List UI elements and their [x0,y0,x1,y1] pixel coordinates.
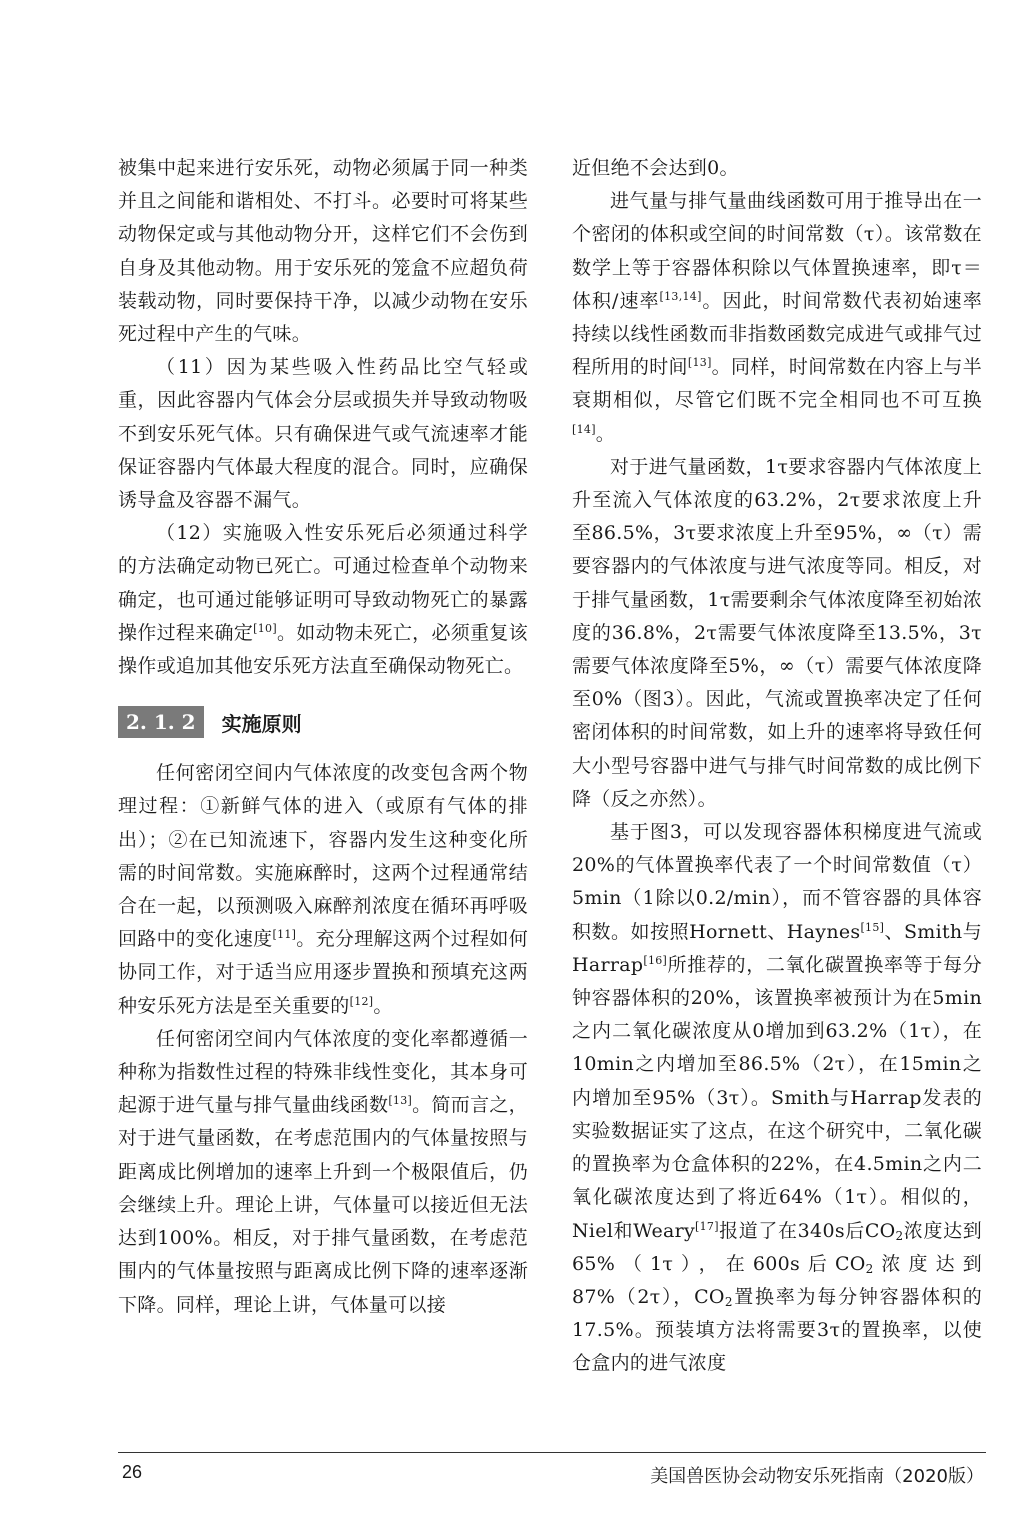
subscript: 2 [724,1294,733,1309]
citation: [16] [643,953,668,967]
left-column [118,152,528,1322]
section-heading [118,705,528,739]
citation: [10] [253,621,277,635]
paragraph: 任何密闭空间内气体浓度的变化率都遵循一种称为指数性过程的特殊非线性变化，其本身可起源于进气量与排气量曲线函数[13]。简而言之，对于进气量函数，在考虑范围内的气体量按照与距离成比例增加的速率上升到一个极限值后，仍会继续上升。理论上讲，气体量可以接近但无法达到100%。相反，对于排气量函数，在考虑范围内的气体量按照与距离成比例下降的速率逐渐下降。同样，理论上讲，气体量可以接 [118,1027,528,1316]
citation: [13] [388,1094,413,1108]
citation: [13,14] [659,289,702,303]
citation: [14] [572,422,596,436]
paragraph: 近但绝不会达到0。 [572,157,739,179]
citation: [13] [687,356,712,370]
citation: [17] [695,1219,719,1233]
section-title: 实施原则 [221,711,302,736]
citation: [12] [349,994,374,1008]
section-number: 2. 1. 2 [118,706,204,738]
subscript: 2 [895,1228,904,1243]
right-column [572,152,982,1381]
paragraph: 进气量与排气量曲线函数可用于推导出在一个密闭的体积或空间的时间常数（τ）。该常数在数学上等于容器体积除以气体置换速率，即τ＝体积/速率[13,14]。因此，时间常数代表初始速率持续以线性函数而非指数函数完成进气或排气过程所用的时间[13]。同样，时间常数在内容上与半衰期相似，尽管它们既不完全相同也不可互换[14]。 [572,190,983,445]
citation: [11] [272,928,297,942]
page-number: 26 [122,1462,143,1482]
paragraph: （11）因为某些吸入性药品比空气轻或重，因此容器内气体会分层或损失并导致动物吸不到安乐死气体。只有确保进气或气流速率才能保证容器内气体最大程度的混合。同时，应确保诱导盒及容器不漏气。 [118,356,528,512]
footer-divider [118,1452,986,1453]
paragraph: （12）实施吸入性安乐死后必须通过科学的方法确定动物已死亡。可通过检查单个动物来确定，也可通过能够证明可导致动物死亡的暴露操作过程来确定[10]。如动物未死亡，必须重复该操作或追加其他安乐死方法直至确保动物死亡。 [118,522,528,678]
running-title: 美国兽医协会动物安乐死指南（2020版） [650,1466,984,1487]
paragraph: 被集中起来进行安乐死，动物必须属于同一种类并且之间能和谐相处、不打斗。必要时可将某些动物保定或与其他动物分开，这样它们不会伤到自身及其他动物。用于安乐死的笼盒不应超负荷装载动物，同时要保持干净，以减少动物在安乐死过程中产生的气味。 [118,157,528,346]
paragraph: 基于图3，可以发现容器体积梯度进气流或20%的气体置换率代表了一个时间常数值（τ）5min（1除以0.2/min），而不管容器的具体容积数。如按照Hornett、Haynes[15]、Smith与Harrap[16]所推荐的，二氧化碳置换率等于每分钟容器体积的20%，该置换率被预计为在5min之内二氧化碳浓度从0增加到63.2%（1τ），在10min之内增加至86.5%（2τ），在15min之内增加至95%（3τ）。Smith与Harrap发表的实验数据证实了这点，在这个研究中，二氧化碳的置换率为仓盒体积的22%，在4.5min之内二氧化碳浓度达到了将近64%（1τ）。相似的，Niel和Weary[17]报道了在340s后$CO_2$浓度达到65%（1τ），在600s后$CO_2$浓度达到87%（2τ），$CO_2$置换率为每分钟容器体积的17.5%。预装填方法将需要3τ的置换率，以使仓盒内的进气浓度 [572,821,982,1375]
paragraph: 对于进气量函数，1τ要求容器内气体浓度上升至流入气体浓度的63.2%，2τ要求浓度上升至86.5%，3τ要求浓度上升至95%，∞（τ）需要容器内的气体浓度与进气浓度等同。相反，对于排气量函数，1τ需要剩余气体浓度降至初始浓度的36.8%，2τ需要气体浓度降至13.5%，3τ需要气体浓度降至5%，∞（τ）需要气体浓度降至0%（图3）。因此，气流或置换率决定了任何密闭体积的时间常数，如上升的速率将导致任何大小型号容器中进气与排气时间常数的成比例下降（反之亦然）。 [572,455,982,810]
citation: [15] [860,920,885,934]
paragraph: 任何密闭空间内气体浓度的改变包含两个物理过程：①新鲜气体的进入（或原有气体的排出）；②在已知流速下，容器内发生这种变化所需的时间常数。实施麻醉时，这两个过程通常结合在一起，以预测吸入麻醉剂浓度在循环再呼吸回路中的变化速度[11]。充分理解这两个过程如何协同工作，对于适当应用逐步置换和预填充这两种安乐死方法是至关重要的[12]。 [118,762,528,1017]
subscript: 2 [865,1261,874,1276]
